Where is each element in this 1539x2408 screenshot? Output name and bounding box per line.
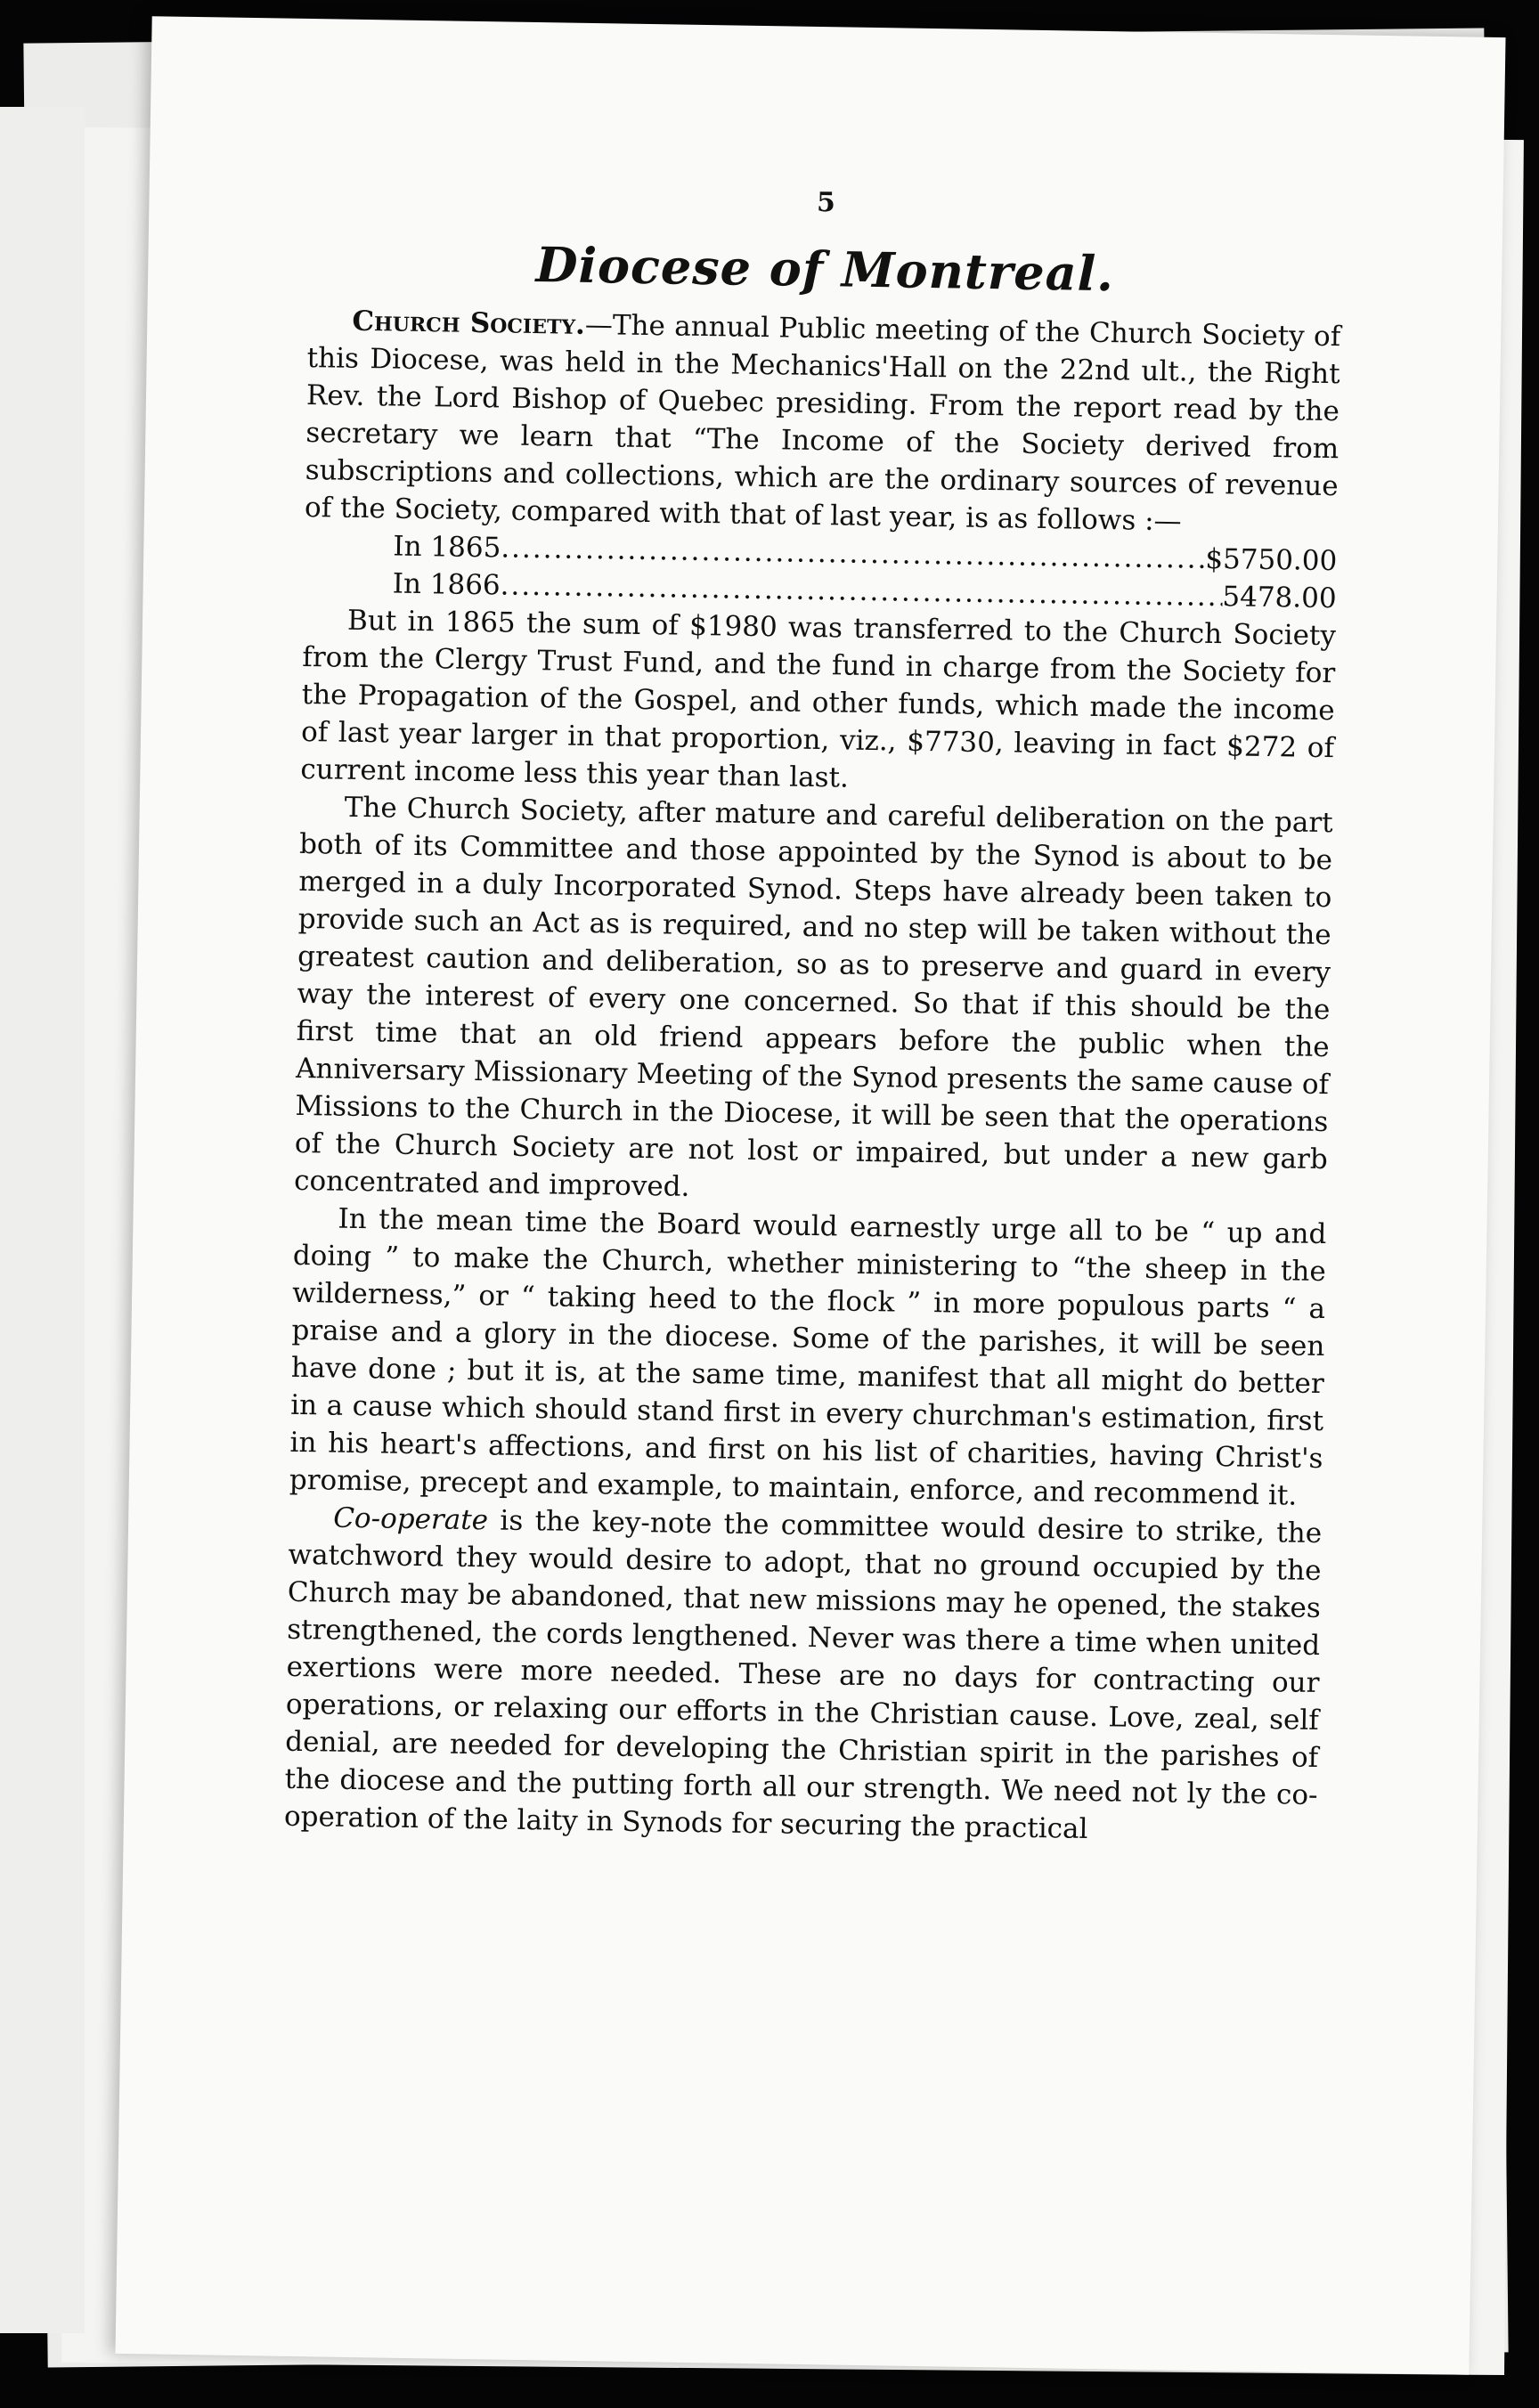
- income-year: In 1866: [392, 567, 501, 602]
- emphasis-lead: Co-operate: [332, 1501, 489, 1537]
- section-lead: Church Society.: [352, 305, 586, 341]
- income-year: In 1865: [393, 530, 501, 565]
- income-amount: $5750.00: [1205, 542, 1338, 578]
- page-number: 5: [816, 186, 836, 219]
- document-page: [115, 16, 1505, 2375]
- paragraph: [284, 1499, 1323, 1851]
- intro-text: —The annual Public meeting of the Church Society of this Diocese, was held in the Mechanics'Hall on the 22nd ult., the Right Rev. the Lord Bishop of Quebec presiding. From the report read by the secretary we learn that “The Income of the Society derived from subscriptions and collections, which are the ordinary sources of revenue of the Society, compared with that of last year, is as follows :—: [304, 308, 1341, 538]
- paragraph: The Church Society, after mature and careful deliberation on the part both of its Committee and those appointed by the Synod is about to be merged in a duly Incorporated Synod. Steps have already been taken to provide such an Act as is required, and no step will be taken without the greatest caution and deliberation, so as to preserve and guard in every way the interest of every one concerned. So that if this should be the first time that an old friend appears before the public when the Anniversary Missionary Meeting of the Synod presents the same cause of Missions to the Church in the Diocese, it will be seen that the operations of the Church Society are not lost or impaired, but under a new garb concentrated and improved.: [293, 791, 1333, 1203]
- paragraph: In the mean time the Board would earnestly urge all to be “ up and doing ” to make the Church, whether ministering to “the sheep in the wilderness,” or “ taking heed to the flock ” in more populous parts “ a praise and a glory in the diocese. Some of the parishes, it will be seen have done ; but it is, at the same time, manifest that all might do better in a cause which should stand first in every churchman's estimation, first in his heart's affections, and first on his list of charities, having Christ's promise, precept and example, to maintain, enforce, and recommend it.: [289, 1202, 1327, 1512]
- income-amount: 5478.00: [1222, 581, 1337, 615]
- page-title: Diocese of Montreal.: [535, 236, 1115, 303]
- paragraph-text: is the key-note the committee would desire to strike, the watchword they would desire to adopt, that no ground occupied by the Church may be abandoned, that new missions may he opened, the stakes strengthened, the cords lengthened. Never was there a time when united exertions were more needed. These are no days for contracting our operations, or relaxing our efforts in the Christian cause. Love, zeal, self denial, are needed for developing the Christian spirit in the parishes of the diocese and the putting forth all our strength. We need not ly the co-operation of the laity in Synods for securing the practical: [283, 1504, 1323, 1845]
- page-text: [284, 179, 1343, 1851]
- paragraph: But in 1865 the sum of $1980 was transferred to the Church Society from the Clergy Trust Fund, and the fund in charge from the Society for the Propagation of the Gospel, and other funds, which made the income of last year larger in that proportion, viz., $7730, leaving in fact $272 of current income less this year than last.: [300, 604, 1337, 794]
- left-page-edge: [0, 107, 85, 2333]
- paragraph-intro: [305, 302, 1341, 542]
